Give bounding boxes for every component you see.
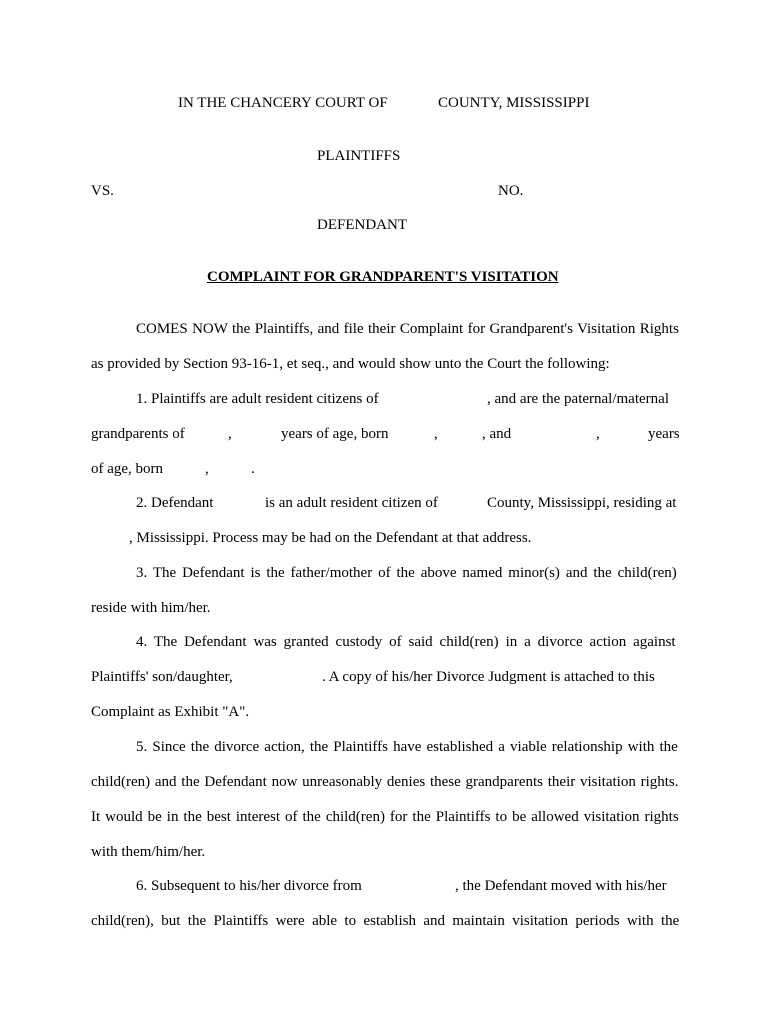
p2-text-b: is an adult resident citizen of: [265, 495, 438, 511]
p2-text-c: County, Mississippi, residing at: [487, 495, 677, 511]
case-no-label: NO.: [498, 183, 524, 199]
defendant-label: DEFENDANT: [317, 217, 407, 233]
p5-line-4: with them/him/her.: [91, 844, 206, 860]
p6-text-a: 6. Subsequent to his/her divorce from: [136, 878, 362, 894]
p2-text-d: , Mississippi. Process may be had on the Defendant at that address.: [129, 530, 532, 546]
p1-text-f: ,: [434, 426, 438, 442]
county-state: COUNTY, MISSISSIPPI: [438, 95, 590, 111]
p6-text-b: , the Defendant moved with his/her: [455, 878, 667, 894]
p2-text-a: 2. Defendant: [136, 495, 214, 511]
p4-text-a: Plaintiffs' son/daughter,: [91, 669, 233, 685]
p1-text-a: 1. Plaintiffs are adult resident citizens of: [136, 391, 379, 407]
p1-text-b: , and are the paternal/maternal: [487, 391, 669, 407]
p1-text-h: ,: [596, 426, 600, 442]
p1-text-e: years of age, born: [281, 426, 389, 442]
p4-text-b: . A copy of his/her Divorce Judgment is attached to this: [322, 669, 655, 685]
intro-line-1: COMES NOW the Plaintiffs, and file their Complaint for Grandparent's Visitation Rights: [136, 321, 679, 337]
p1-text-i: years: [648, 426, 680, 442]
p1-text-k: ,: [205, 461, 209, 477]
p3-line-1: 3. The Defendant is the father/mother of the above named minor(s) and the child(ren): [136, 565, 677, 581]
p1-text-c: grandparents of: [91, 426, 185, 442]
p1-text-l: .: [251, 461, 255, 477]
document-title: COMPLAINT FOR GRANDPARENT'S VISITATION: [207, 269, 559, 285]
p4-line-1: 4. The Defendant was granted custody of said child(ren) in a divorce action against: [136, 634, 676, 650]
intro-line-2: as provided by Section 93-16-1, et seq., and would show unto the Court the following:: [91, 356, 610, 372]
p5-line-2: child(ren) and the Defendant now unreasonably denies these grandparents their visitation rights.: [91, 774, 679, 790]
p5-line-1: 5. Since the divorce action, the Plaintiffs have established a viable relationship with the: [136, 739, 678, 755]
court-name: IN THE CHANCERY COURT OF: [178, 95, 388, 111]
p3-line-2: reside with him/her.: [91, 600, 211, 616]
plaintiffs-label: PLAINTIFFS: [317, 148, 401, 164]
p6-line-2: child(ren), but the Plaintiffs were able to establish and maintain visitation periods with the: [91, 913, 680, 929]
p1-text-g: , and: [482, 426, 512, 442]
p4-line-3: Complaint as Exhibit "A".: [91, 704, 250, 720]
p5-line-3: It would be in the best interest of the child(ren) for the Plaintiffs to be allowed visitation rights: [91, 809, 679, 825]
vs-label: VS.: [91, 183, 114, 199]
p1-text-j: of age, born: [91, 461, 164, 477]
p1-text-d: ,: [228, 426, 232, 442]
